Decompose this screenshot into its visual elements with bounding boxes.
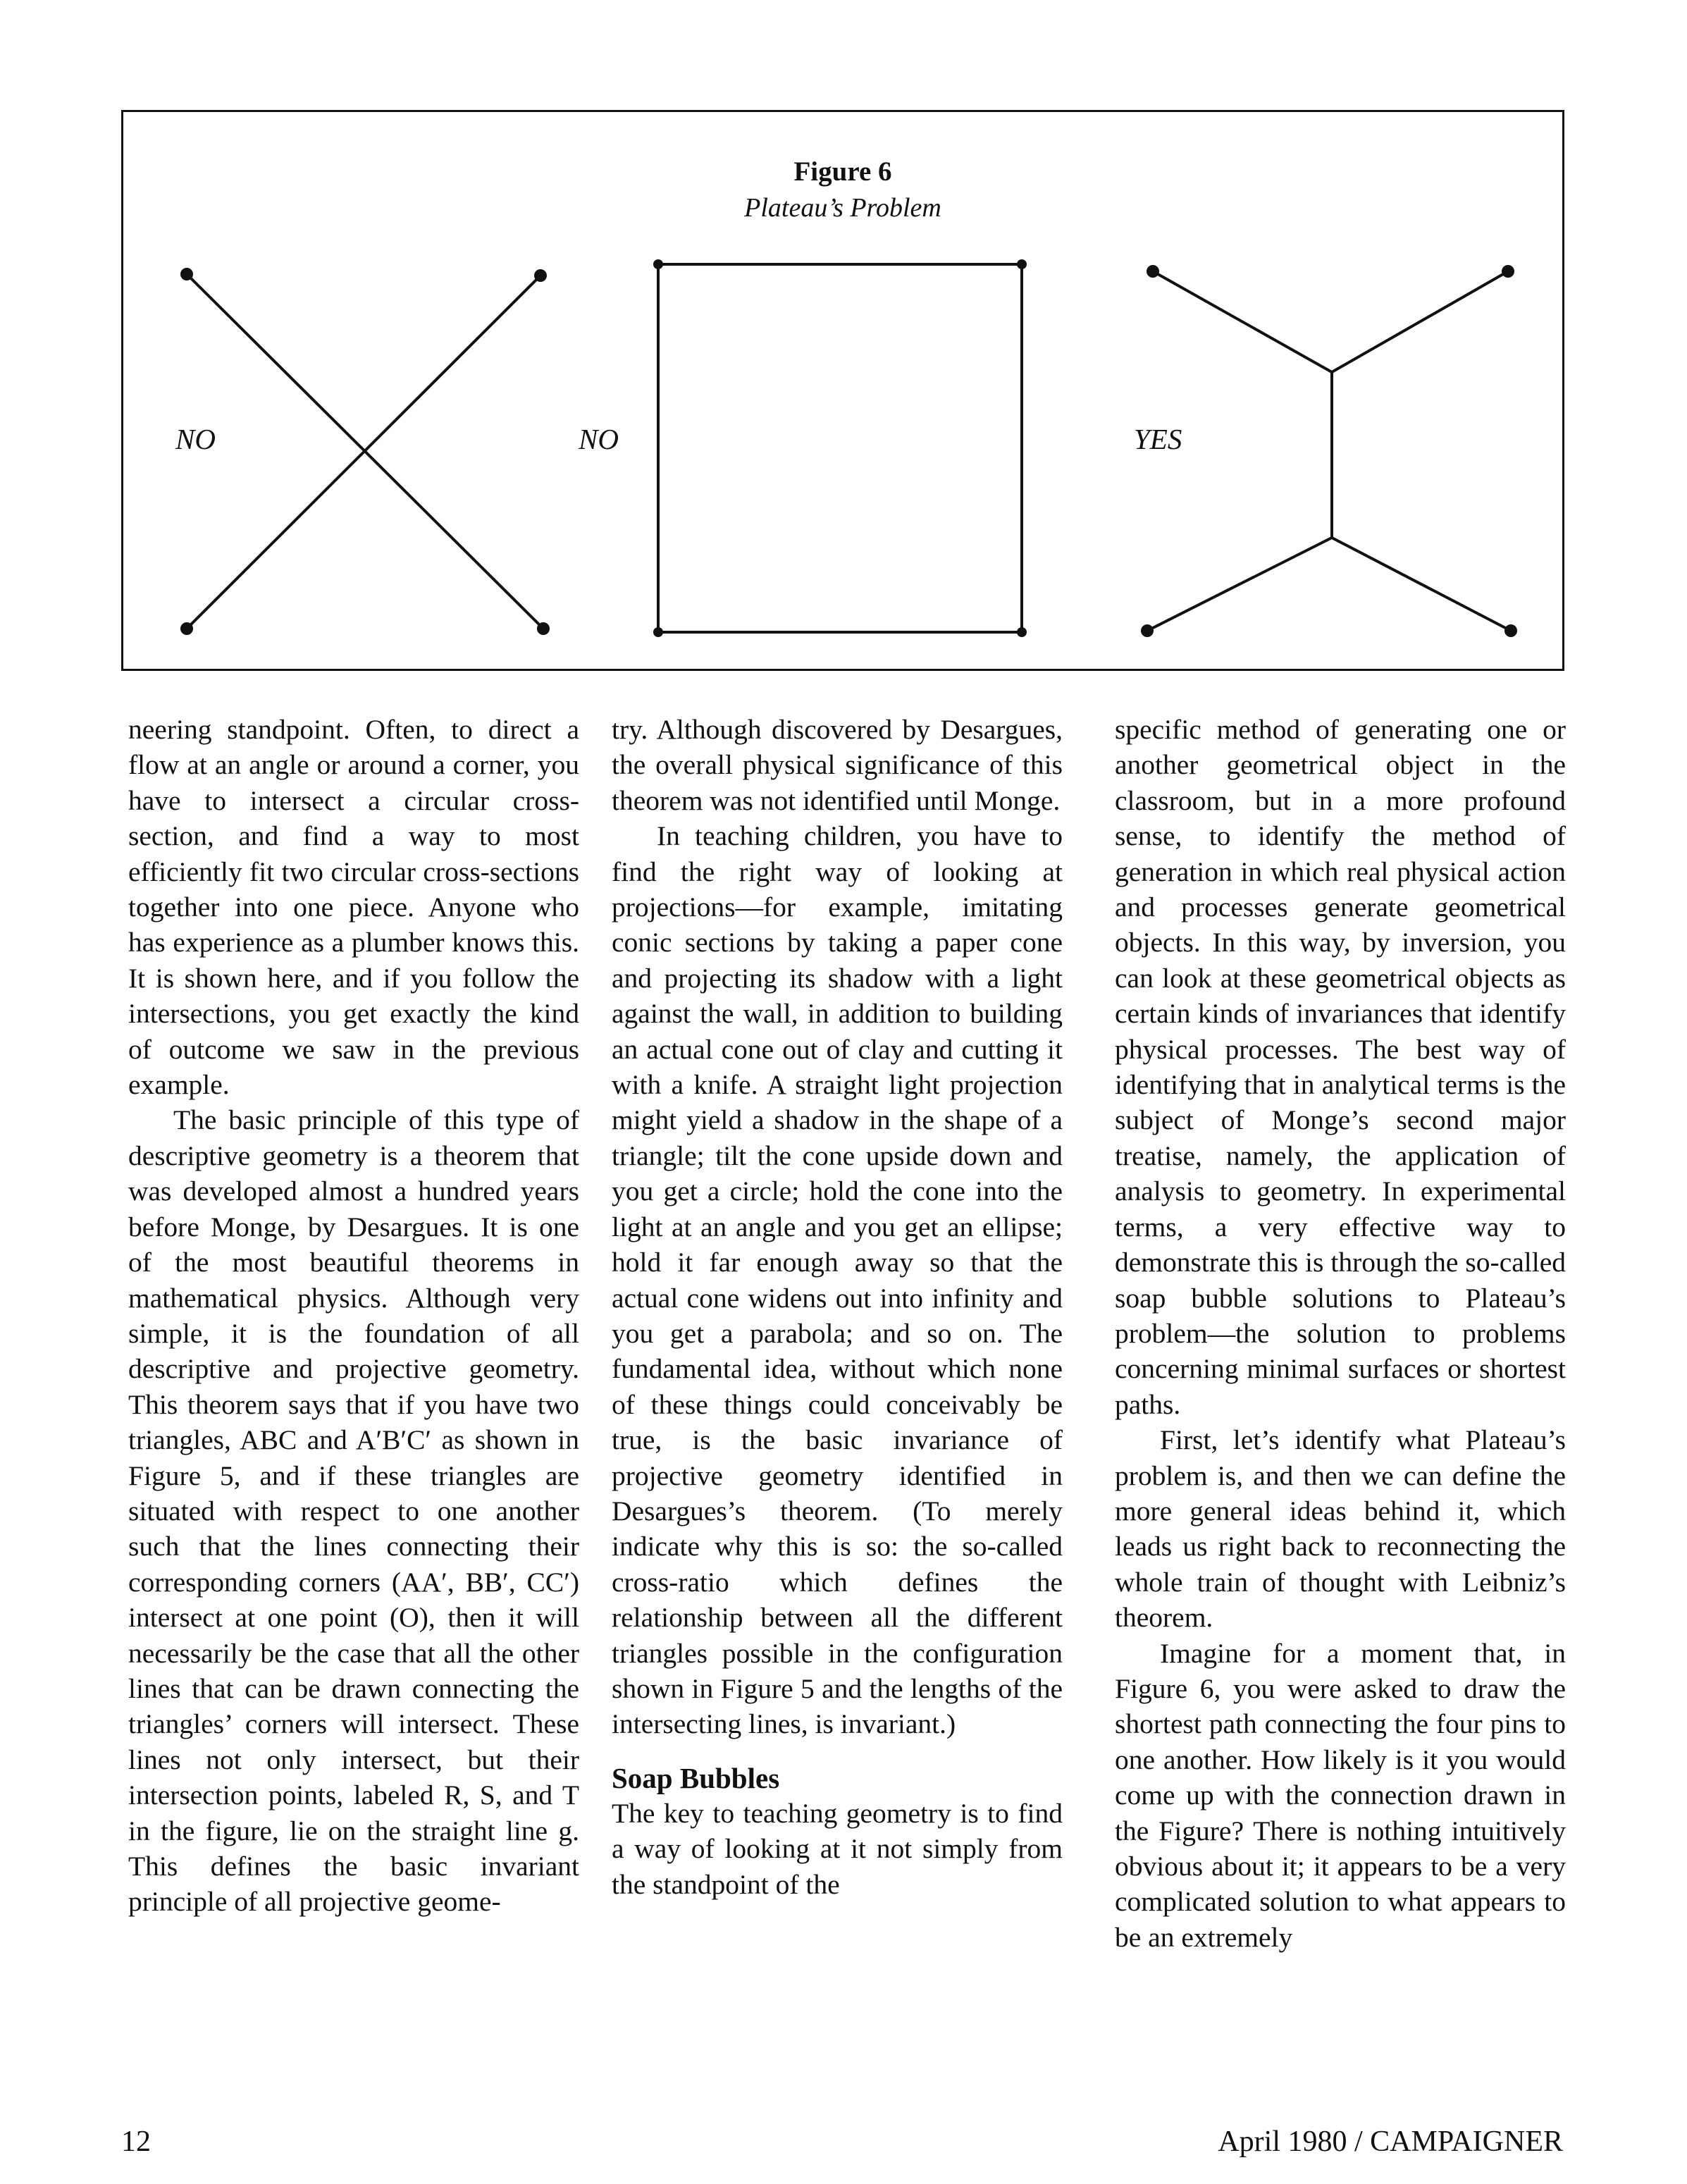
panel-square <box>653 259 1027 637</box>
square-path <box>658 264 1022 632</box>
panel-label-yes: YES <box>1134 423 1182 455</box>
plateau-diagram <box>123 112 1562 669</box>
pin-dot <box>1017 259 1027 269</box>
steiner-edge <box>1147 538 1332 631</box>
page-number: 12 <box>121 2126 151 2158</box>
paragraph: specific method of generating one or another geometrical object in the classroom, but in a more profound sense, to identify the method of generation in which real physical action and processes generate geometrical objects. In this way, by inversion, you can look at these geometrical objects as certain kinds of invariances that identify physical processes. The best way of identifying that in analytical terms is the subject of Monge’s second major treatise, namely, the application of analysis to geometry. In experimental terms, a very effective way to demonstrate this is through the so-called soap bubble solutions to Plateau’s problem—the solution to problems concerning minimal surfaces or shortest paths. <box>1115 714 1566 1420</box>
paragraph: The basic principle of this type of descriptive geometry is a theorem that was developed almost a hundred years before Monge, by Desargues. It is one of the most beautiful theorems in mathematical physics. Although very simple, it is the foundation of all descriptive and projective geometry. This theorem says that if you have two triangles, ABC and A′B′C′ as shown in Figure 5, and if these triangles are situated with respect to one another such that the lines connecting their corresponding corners (AA′, BB′, CC′) intersect at one point (O), then it will necessarily be the case that all the other lines that can be drawn connecting the triangles’ corners will intersect. These lines not only intersect, but their intersection points, labeled R, S, and T in the figure, lie on the straight line g. This defines the basic invariant principle of all projective geome- <box>128 1104 579 1918</box>
steiner-edge <box>1332 538 1511 631</box>
pin-dot <box>1502 265 1514 278</box>
panel-label-no: NO <box>579 423 619 455</box>
steiner-edge <box>1153 271 1332 372</box>
pin-dot <box>180 268 193 280</box>
steiner-edge <box>1332 271 1508 372</box>
running-footer: April 1980 / CAMPAIGNER <box>1218 2126 1563 2158</box>
pin-dot <box>653 627 663 637</box>
figure-6 <box>121 110 1564 671</box>
pin-dot <box>534 269 547 282</box>
pin-dot <box>537 622 550 635</box>
pin-dot <box>180 622 193 635</box>
text-column-1 <box>128 712 579 1920</box>
paragraph: try. Although discovered by Desargues, the overall physical significance of this theorem was not identified until Monge. <box>612 714 1063 816</box>
panel-label-no: NO <box>175 423 216 455</box>
figure-subtitle: Plateau’s Problem <box>744 193 941 223</box>
paragraph: neering standpoint. Often, to direct a flow at an angle or around a corner, you have to intersect a circular cross-section, and find a way to most efficiently fit two circular cross-sections together into one piece. Anyone who has experience as a plumber knows this. It is shown here, and if you follow the intersections, you get exactly the kind of outcome we saw in the previous example. <box>128 714 579 1101</box>
text-column-3 <box>1115 712 1566 1955</box>
paragraph: The key to teaching geometry is to find a way of looking at it not simply from the standpoint of the <box>612 1797 1063 1900</box>
paragraph: In teaching children, you have to find the right way of looking at projections—for example, imitating conic sections by taking a paper cone and projecting its shadow with a light against the wall, in addition to building an actual cone out of clay and cutting it with a knife. A straight light projection might yield a shadow in the shape of a triangle; tilt the cone upside down and you get a circle; hold the cone into the light at an angle and you get an ellipse; hold it far enough away so that the actual cone widens out into infinity and you get a parabola; and so on. The fundamental idea, without which none of these things could conceivably be true, is the basic invariance of projective geometry identified in Desargues’s theorem. (To merely indicate why this is so: the so-called cross-ratio which defines the relationship between all the different triangles possible in the configuration shown in Figure 5 and the lengths of the intersecting lines, is invariant.) <box>612 820 1063 1740</box>
figure-title: Figure 6 <box>793 156 892 187</box>
paragraph: First, let’s identify what Plateau’s problem is, and then we can define the more general ideas behind it, which leads us right back to reconnecting the whole train of thought with Leibniz’s theorem. <box>1115 1424 1566 1634</box>
text-column-2 <box>612 712 1063 1902</box>
pin-dot <box>1504 624 1517 637</box>
pin-dot <box>1017 627 1027 637</box>
paragraph: Imagine for a moment that, in Figure 6, you were asked to draw the shortest path connecting the four pins to one another. How likely is it you would come up with the connection drawn in the Figure? There is nothing intuitively obvious about it; it appears to be a very complicated solution to what appears to be an extremely <box>1115 1637 1566 1953</box>
pin-dot <box>1147 265 1159 278</box>
panel-x-crossing <box>180 268 550 635</box>
section-heading: Soap Bubbles <box>612 1761 780 1794</box>
pin-dot <box>653 259 663 269</box>
panel-steiner <box>1141 265 1517 637</box>
pin-dot <box>1141 624 1154 637</box>
